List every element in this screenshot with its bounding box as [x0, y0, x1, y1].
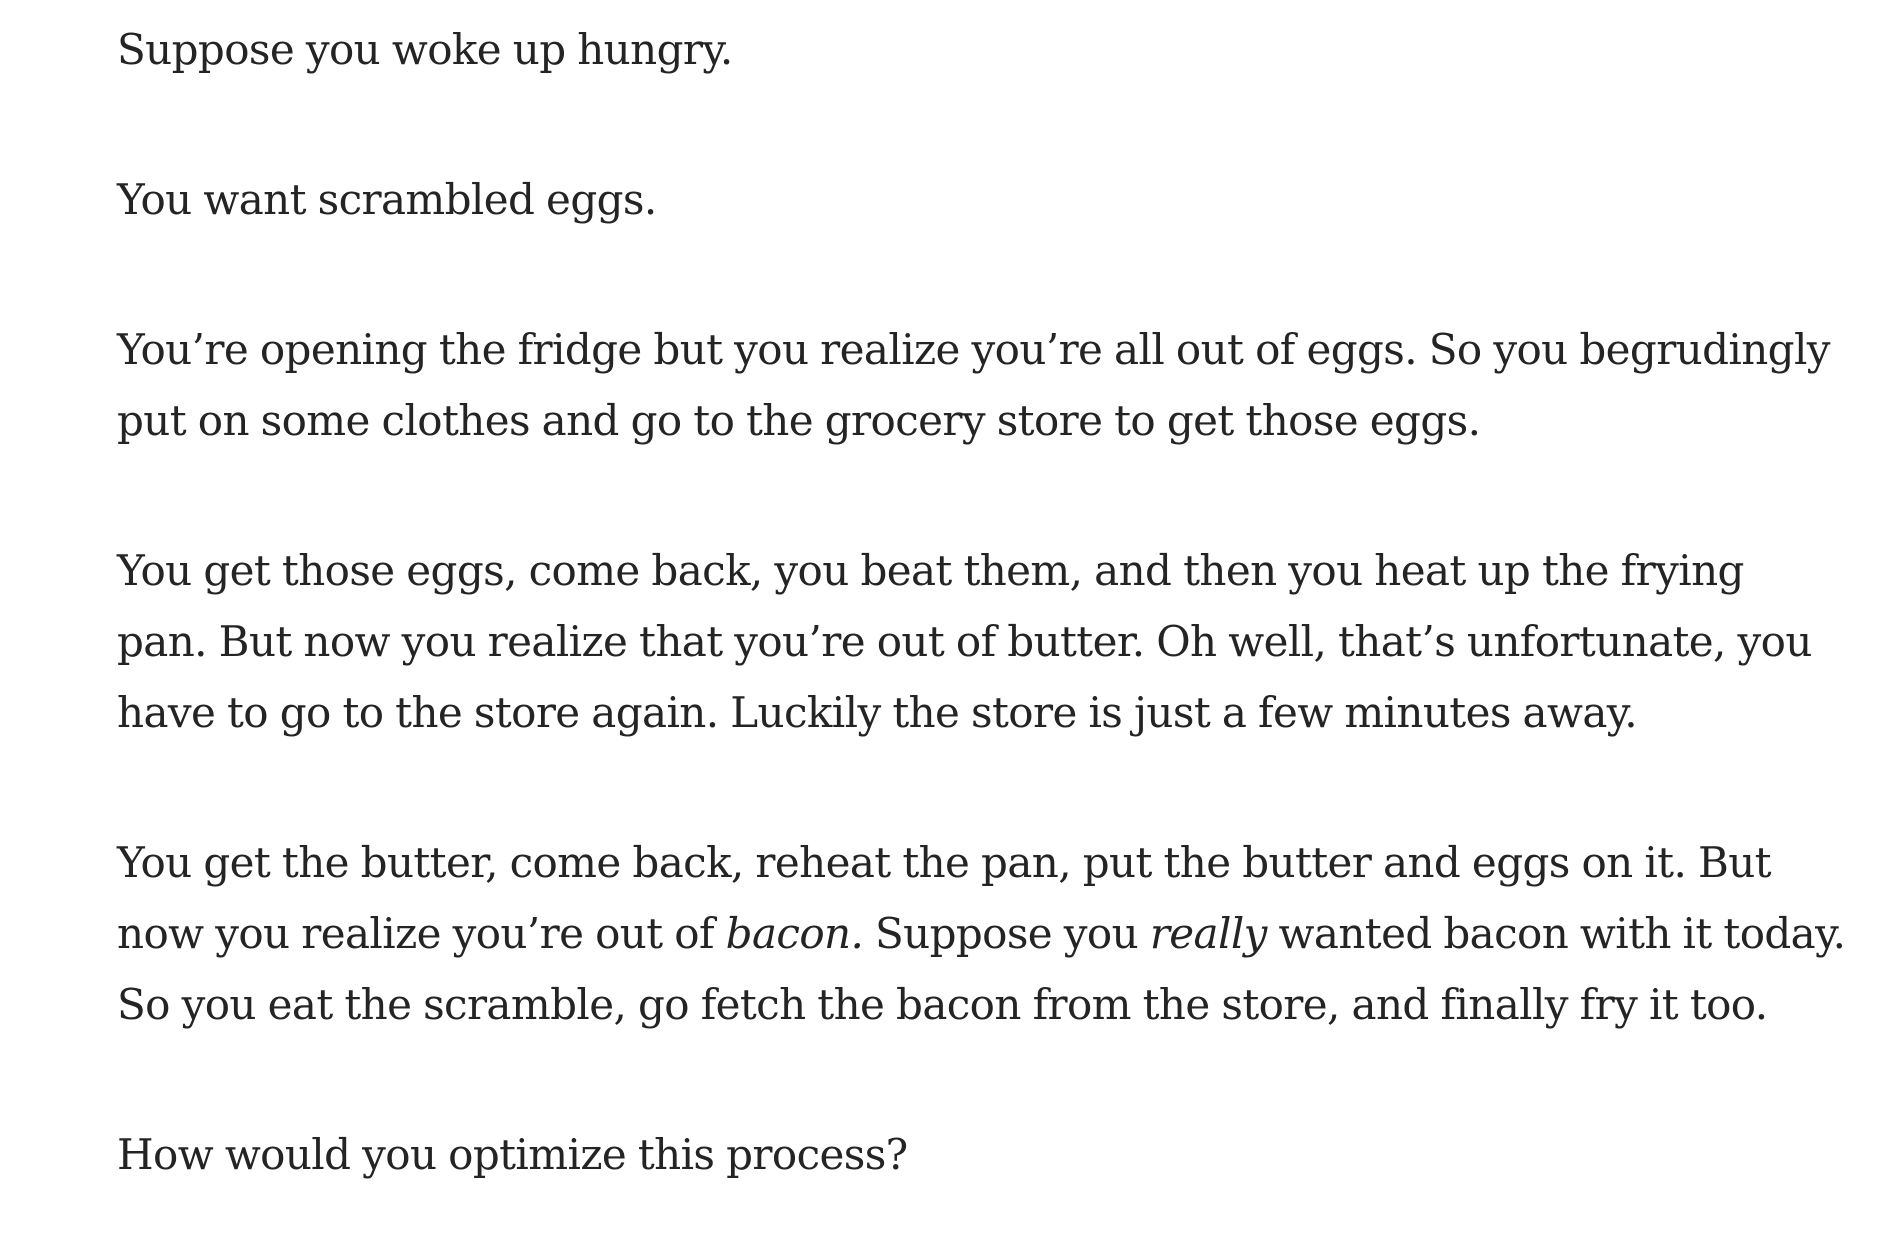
paragraph-line: put on some clothes and go to the grocery store to get those eggs.	[117, 396, 1481, 445]
paragraph	[117, 827, 1846, 1040]
article-body	[117, 14, 1846, 1190]
text-run: wanted bacon with it today.	[1266, 909, 1846, 958]
paragraph-line: How would you optimize this process?	[117, 1130, 908, 1179]
paragraph-line: You get the butter, come back, reheat the pan, put the butter and eggs on it. But	[117, 838, 1771, 887]
paragraph-line	[117, 898, 1846, 969]
paragraph-line: Suppose you woke up hungry.	[117, 25, 733, 74]
paragraph-line: You’re opening the fridge but you realize you’re all out of eggs. So you begrudingly	[117, 325, 1830, 374]
paragraph-line: pan. But now you realize that you’re out of butter. Oh well, that’s unfortunate, you	[117, 617, 1812, 666]
text-run: now you realize you’re out of	[117, 909, 726, 958]
paragraph	[117, 314, 1830, 456]
paragraph	[117, 1119, 1757, 1190]
paragraph-line: So you eat the scramble, go fetch the bacon from the store, and finally fry it too.	[117, 980, 1768, 1029]
paragraph	[117, 164, 1757, 235]
paragraph-line: You want scrambled eggs.	[117, 175, 657, 224]
paragraph	[117, 14, 1757, 85]
emphasis-bacon: bacon.	[725, 909, 864, 958]
paragraph	[117, 535, 1812, 748]
emphasis-really: really	[1149, 909, 1267, 958]
text-run: Suppose you	[863, 909, 1150, 958]
paragraph-line: You get those eggs, come back, you beat them, and then you heat up the frying	[117, 546, 1744, 595]
paragraph-line: have to go to the store again. Luckily the store is just a few minutes away.	[117, 688, 1638, 737]
